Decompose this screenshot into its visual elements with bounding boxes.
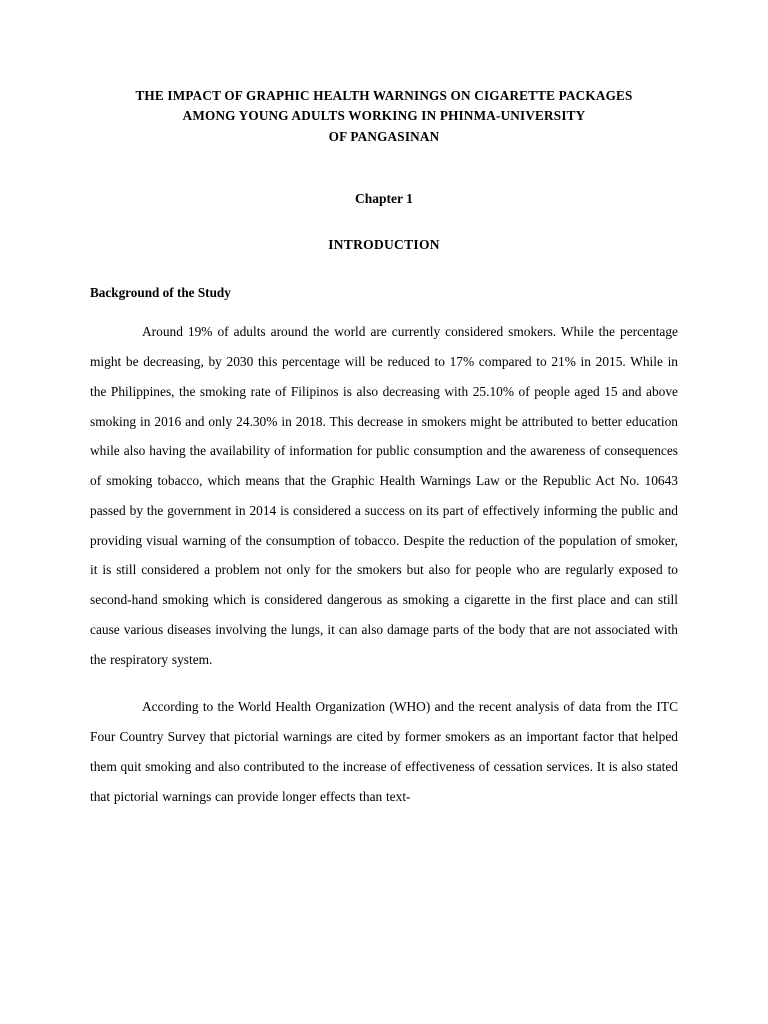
body-paragraph: Around 19% of adults around the world are currently considered smokers. While the percentage might be decreasing, by 2030 this percentage will be reduced to 17% compared to 21% in 2015. While in the Philippines, the smoking rate of Filipinos is also decreasing with 25.10% of people aged 15 and above smoking in 2016 and only 24.30% in 2018. This decrease in smokers might be attributed to better education while also having the availability of information for public consumption and the awareness of consequences of smoking tobacco, which means that the Graphic Health Warnings Law or the Republic Act No. 10643 passed by the government in 2014 is considered a success on its part of effectively informing the public and providing visual warning of the consumption of tobacco. Despite the reduction of the population of smoker, it is still considered a problem not only for the smokers but also for people who are regularly exposed to second-hand smoking which is considered dangerous as smoking a cigarette in the first place and can still cause various diseases involving the lungs, it can also damage parts of the body that are not associated with the respiratory system. [90, 324, 678, 667]
chapter-heading: Chapter 1 [355, 191, 413, 207]
subsection-heading: Background of the Study [90, 285, 231, 301]
title-line-1: THE IMPACT OF GRAPHIC HEALTH WARNINGS ON CIGARETTE PACKAGES [135, 88, 633, 103]
section-heading: INTRODUCTION [328, 237, 440, 253]
body-paragraph: According to the World Health Organization (WHO) and the recent analysis of data from the ITC Four Country Survey that pictorial warnings are cited by former smokers as an important factor that helped them quit smoking and also contributed to the increase of effectiveness of cessation services. It is also stated that pictorial warnings can provide longer effects than text- [90, 699, 678, 804]
title-line-2: AMONG YOUNG ADULTS WORKING IN PHINMA-UNIVERSITY [182, 108, 586, 124]
title-line-3: OF PANGASINAN [328, 128, 440, 144]
page-title [90, 86, 678, 147]
